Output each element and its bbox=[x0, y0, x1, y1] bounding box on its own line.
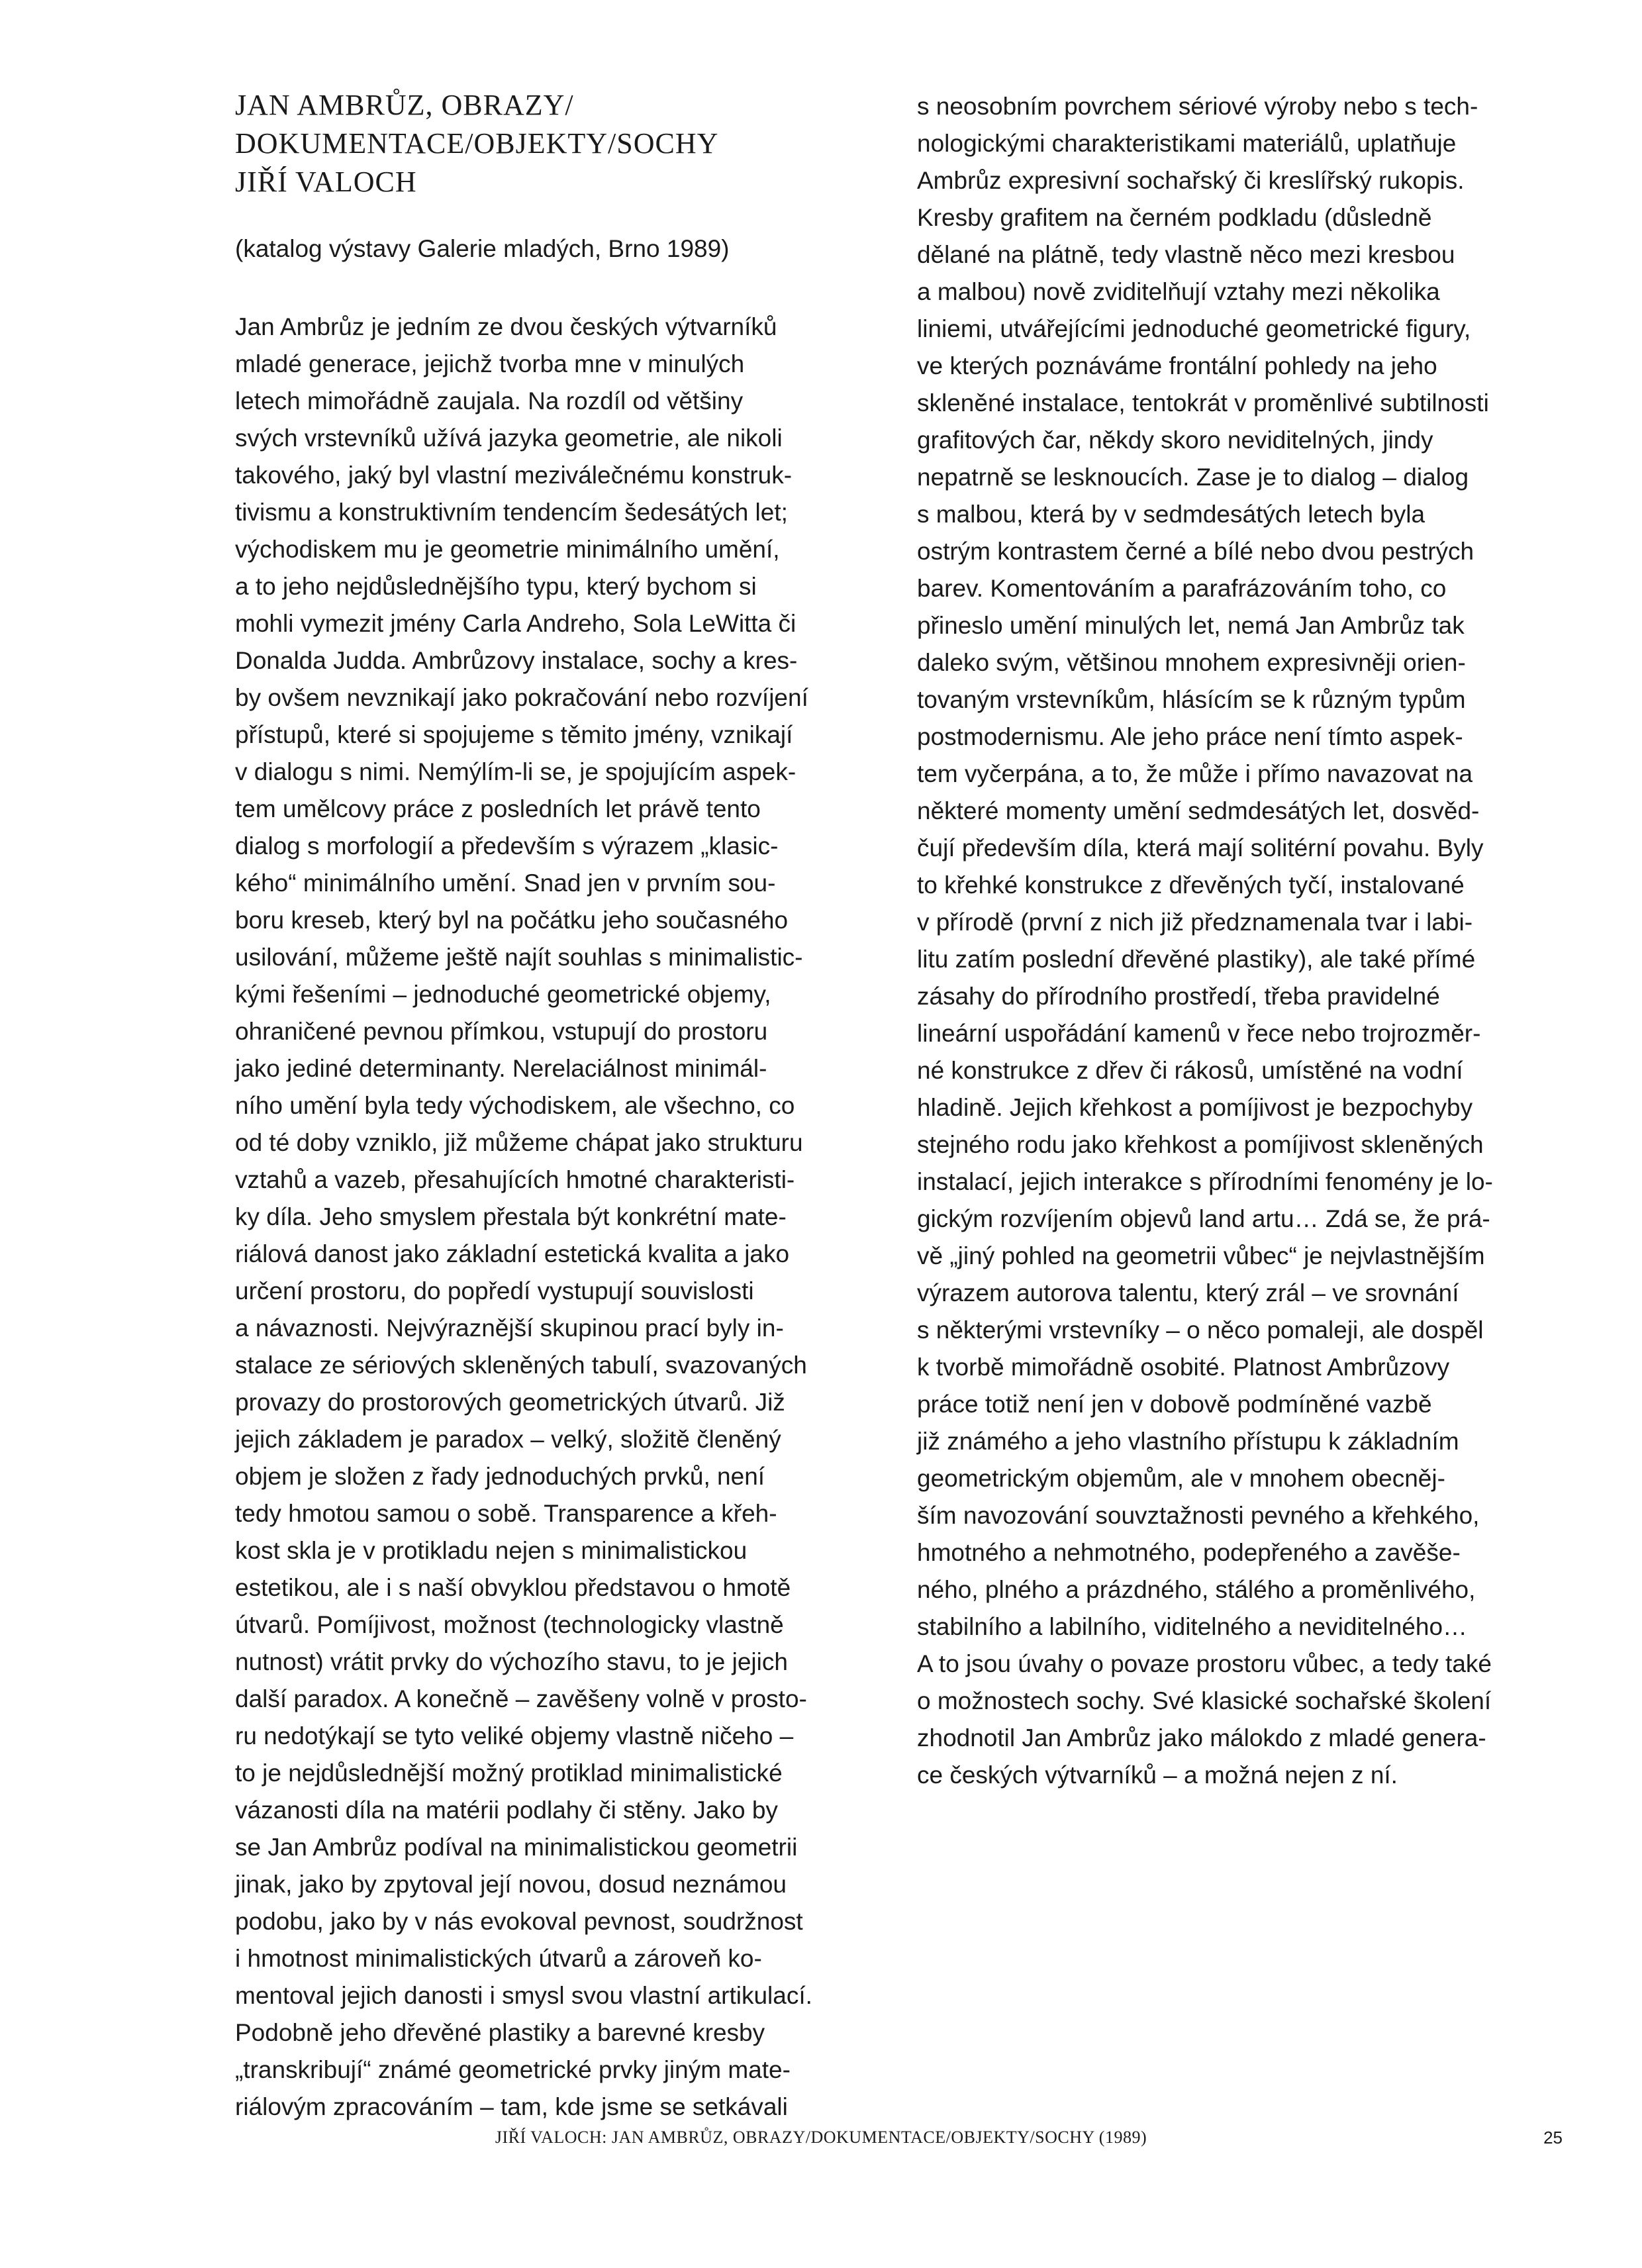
text-line: mladé generace, jejichž tvorba mne v minulých bbox=[235, 350, 745, 377]
text-line: vázanosti díla na matérii podlahy či stěny. Jako by bbox=[235, 1797, 778, 1824]
right-text-column bbox=[917, 88, 1579, 1794]
text-line: hladině. Jejich křehkost a pomíjivost je bezpochyby bbox=[917, 1094, 1473, 1121]
running-footer: JIŘÍ VALOCH: JAN AMBRŮZ, OBRAZY/DOKUMENTACE/OBJEKTY/SOCHY (1989) bbox=[495, 2128, 1147, 2147]
text-line: ve kterých poznáváme frontální pohledy na jeho bbox=[917, 352, 1437, 379]
text-line: ky díla. Jeho smyslem přestala být konkrétní mate- bbox=[235, 1203, 787, 1230]
text-line: nepatrně se lesknoucích. Zase je to dialog – dialog bbox=[917, 464, 1469, 491]
text-line: se Jan Ambrůz podíval na minimalistickou geometrii bbox=[235, 1834, 798, 1861]
text-line: zásahy do přírodního prostředí, třeba pravidelné bbox=[917, 983, 1440, 1010]
text-line: to křehké konstrukce z dřevěných tyčí, instalované bbox=[917, 871, 1465, 899]
text-line: Podobně jeho dřevěné plastiky a barevné kresby bbox=[235, 2019, 765, 2046]
left-text-column bbox=[235, 309, 897, 2126]
text-line: kými řešeními – jednoduché geometrické objemy, bbox=[235, 981, 771, 1008]
text-line: hmotného a nehmotného, podepřeného a zavěše- bbox=[917, 1539, 1461, 1566]
text-line: usilování, můžeme ještě najít souhlas s minimalistic- bbox=[235, 944, 803, 971]
text-line: barev. Komentováním a parafrázováním toho, co bbox=[917, 575, 1447, 602]
text-line: riálovým zpracováním – tam, kde jsme se setkávali bbox=[235, 2093, 788, 2120]
text-line: Jan Ambrůz je jedním ze dvou českých výtvarníků bbox=[235, 313, 777, 340]
text-line: ného, plného a prázdného, stálého a proměnlivého, bbox=[917, 1576, 1476, 1603]
page-number: 25 bbox=[1543, 2128, 1563, 2147]
title-line: JAN AMBRŮZ, OBRAZY/ bbox=[235, 89, 574, 121]
title-line: DOKUMENTACE/OBJEKTY/SOCHY bbox=[235, 127, 719, 160]
text-line: k tvorbě mimořádně osobité. Platnost Ambrůzovy bbox=[917, 1354, 1450, 1381]
text-line: již známého a jeho vlastního přístupu k základním bbox=[917, 1428, 1459, 1455]
text-line: postmodernismu. Ale jeho práce není tímto aspek- bbox=[917, 723, 1463, 750]
text-line: gickým rozvíjením objevů land artu… Zdá se, že prá- bbox=[917, 1205, 1490, 1232]
text-line: mentoval jejich danosti i smysl svou vlastní artikulací. bbox=[235, 1982, 812, 2009]
text-line: a návaznosti. Nejvýraznější skupinou prací byly in- bbox=[235, 1314, 784, 1342]
text-line: tovaným vrstevníkům, hlásícím se k různým typům bbox=[917, 686, 1466, 713]
text-line: kost skla je v protikladu nejen s minimalistickou bbox=[235, 1537, 748, 1564]
text-line: tem vyčerpána, a to, že může i přímo navazovat na bbox=[917, 760, 1473, 787]
text-line: stejného rodu jako křehkost a pomíjivost skleněných bbox=[917, 1131, 1484, 1158]
text-line: nologickými charakteristikami materiálů, uplatňuje bbox=[917, 130, 1457, 157]
text-line: stabilního a labilního, viditelného a neviditelného… bbox=[917, 1613, 1468, 1640]
text-line: mohli vymezit jmény Carla Andreho, Sola LeWitta či bbox=[235, 610, 797, 637]
text-line: daleko svým, většinou mnohem expresivněji orien- bbox=[917, 649, 1466, 676]
text-line: jejich základem je paradox – velký, složitě členěný bbox=[235, 1426, 781, 1453]
text-line: geometrickým objemům, ale v mnohem obecněj- bbox=[917, 1465, 1445, 1492]
source-note: (katalog výstavy Galerie mladých, Brno 1989) bbox=[235, 235, 730, 262]
text-line: ce českých výtvarníků – a možná nejen z ní. bbox=[917, 1761, 1398, 1789]
text-line: vě „jiný pohled na geometrii vůbec“ je nejvlastnějším bbox=[917, 1242, 1485, 1269]
text-line: estetikou, ale i s naší obvyklou představou o hmotě bbox=[235, 1574, 791, 1601]
text-line: některé momenty umění sedmdesátých let, dosvěd- bbox=[917, 797, 1480, 824]
text-line: ším navozování souvztažnosti pevného a křehkého, bbox=[917, 1502, 1480, 1529]
text-line: Ambrůz expresivní sochařský či kreslířský rukopis. bbox=[917, 167, 1465, 194]
text-line: Donalda Judda. Ambrůzovy instalace, sochy a kres- bbox=[235, 647, 798, 674]
article-title bbox=[235, 86, 897, 201]
author-name: JIŘÍ VALOCH bbox=[235, 166, 417, 198]
text-line: ohraničené pevnou přímkou, vstupují do prostoru bbox=[235, 1018, 768, 1045]
text-line: liniemi, utvářejícími jednoduché geometrické figury, bbox=[917, 315, 1471, 342]
text-line: tivismu a konstruktivním tendencím šedesátých let; bbox=[235, 499, 788, 526]
text-line: provazy do prostorových geometrických útvarů. Již bbox=[235, 1389, 785, 1416]
text-line: tedy hmotou samou o sobě. Transparence a křeh- bbox=[235, 1500, 777, 1527]
text-line: takového, jaký byl vlastní meziválečnému konstruk- bbox=[235, 462, 793, 489]
text-line: riálová danost jako základní estetická kvalita a jako bbox=[235, 1240, 790, 1267]
text-line: i hmotnost minimalistických útvarů a zároveň ko- bbox=[235, 1945, 762, 1972]
text-line: „transkribují“ známé geometrické prvky jiným mate- bbox=[235, 2056, 791, 2083]
text-line: letech mimořádně zaujala. Na rozdíl od většiny bbox=[235, 387, 744, 415]
text-line: s některými vrstevníky – o něco pomaleji, ale dospěl bbox=[917, 1316, 1484, 1344]
text-line: dialog s morfologií a především s výrazem „klasic- bbox=[235, 832, 779, 860]
text-line: lineární uspořádání kamenů v řece nebo trojrozměr- bbox=[917, 1020, 1481, 1047]
text-line: ostrým kontrastem černé a bílé nebo dvou pestrých bbox=[917, 538, 1474, 565]
text-line: tem umělcovy práce z posledních let právě tento bbox=[235, 795, 761, 822]
text-line: jako jediné determinanty. Nerelaciálnost minimál- bbox=[235, 1055, 767, 1082]
text-line: přístupů, které si spojujeme s těmito jmény, vznikají bbox=[235, 721, 793, 748]
text-line: litu zatím poslední dřevěné plastiky), ale také přímé bbox=[917, 946, 1476, 973]
text-line: další paradox. A konečně – zavěšeny volně v prosto- bbox=[235, 1685, 807, 1712]
text-line: o možnostech sochy. Své klasické sochařské školení bbox=[917, 1687, 1492, 1714]
text-line: Kresby grafitem na černém podkladu (důsledně bbox=[917, 204, 1432, 231]
text-line: od té doby vzniklo, již můžeme chápat jako strukturu bbox=[235, 1129, 803, 1156]
text-line: boru kreseb, který byl na počátku jeho současného bbox=[235, 907, 789, 934]
text-line: né konstrukce z dřev či rákosů, umístěné na vodní bbox=[917, 1057, 1463, 1084]
text-line: útvarů. Pomíjivost, možnost (technologicky vlastně bbox=[235, 1611, 784, 1638]
text-line: grafitových čar, někdy skoro neviditelných, jindy bbox=[917, 426, 1433, 454]
text-line: s neosobním povrchem sériové výroby nebo s tech- bbox=[917, 93, 1478, 120]
text-line: to je nejdůslednější možný protiklad minimalistické bbox=[235, 1759, 783, 1787]
text-line: podobu, jako by v nás evokoval pevnost, soudržnost bbox=[235, 1908, 803, 1935]
text-line: objem je složen z řady jednoduchých prvků, není bbox=[235, 1463, 765, 1490]
text-line: jinak, jako by zpytoval její novou, dosud neznámou bbox=[235, 1871, 787, 1898]
text-line: v přírodě (první z nich již předznamenala tvar i labi- bbox=[917, 909, 1473, 936]
text-line: kého“ minimálního umění. Snad jen v prvním sou- bbox=[235, 869, 776, 897]
text-line: určení prostoru, do popředí vystupují souvislosti bbox=[235, 1277, 754, 1305]
text-line: čují především díla, která mají solitérní povahu. Byly bbox=[917, 834, 1484, 862]
text-line: A to jsou úvahy o povaze prostoru vůbec, a tedy také bbox=[917, 1650, 1492, 1677]
text-line: výrazem autorova talentu, který zrál – ve srovnání bbox=[917, 1279, 1459, 1307]
text-line: nutnost) vrátit prvky do výchozího stavu, to je jejich bbox=[235, 1648, 788, 1675]
text-line: ru nedotýkají se tyto veliké objemy vlastně ničeho – bbox=[235, 1722, 794, 1750]
text-line: svých vrstevníků užívá jazyka geometrie, ale nikoli bbox=[235, 424, 783, 452]
text-line: s malbou, která by v sedmdesátých letech byla bbox=[917, 501, 1425, 528]
text-line: v dialogu s nimi. Nemýlím-li se, je spojujícím aspek- bbox=[235, 758, 797, 785]
text-line: práce totiž není jen v dobově podmíněné vazbě bbox=[917, 1391, 1432, 1418]
text-line: dělané na plátně, tedy vlastně něco mezi kresbou bbox=[917, 241, 1455, 268]
text-line: a to jeho nejdůslednějšího typu, který bychom si bbox=[235, 573, 757, 600]
text-line: by ovšem nevznikají jako pokračování nebo rozvíjení bbox=[235, 684, 808, 711]
text-line: vztahů a vazeb, přesahujících hmotné charakteristi- bbox=[235, 1166, 795, 1193]
text-line: stalace ze sériových skleněných tabulí, svazovaných bbox=[235, 1352, 807, 1379]
text-line: zhodnotil Jan Ambrůz jako málokdo z mladé genera- bbox=[917, 1724, 1486, 1751]
text-line: skleněné instalace, tentokrát v proměnlivé subtilnosti bbox=[917, 389, 1489, 417]
text-line: ního umění byla tedy východiskem, ale všechno, co bbox=[235, 1092, 795, 1119]
text-line: instalací, jejich interakce s přírodními fenomény je lo- bbox=[917, 1168, 1493, 1195]
text-line: východiskem mu je geometrie minimálního umění, bbox=[235, 536, 780, 563]
text-line: přineslo umění minulých let, nemá Jan Ambrůz tak bbox=[917, 612, 1465, 639]
text-line: a malbou) nově zviditelňují vztahy mezi několika bbox=[917, 278, 1440, 305]
